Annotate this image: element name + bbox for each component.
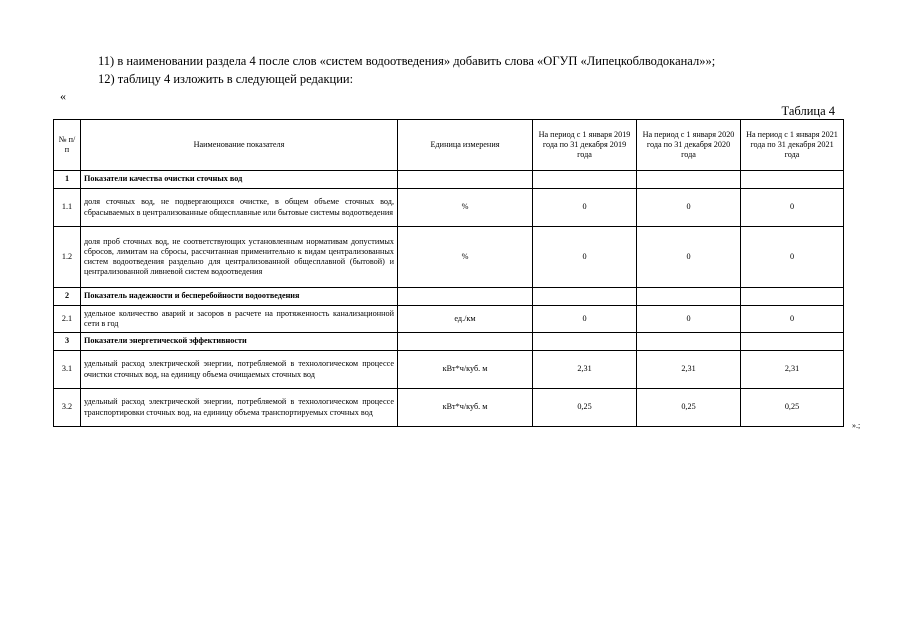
row-value-2019 bbox=[533, 171, 637, 189]
row-num: 2 bbox=[54, 288, 81, 306]
table-row bbox=[54, 189, 844, 227]
row-value-2019: 2,31 bbox=[533, 351, 637, 389]
row-num: 3.2 bbox=[54, 389, 81, 427]
row-num: 3.1 bbox=[54, 351, 81, 389]
amendment-item-11: 11) в наименовании раздела 4 после слов «систем водоотведения» добавить слова «ОГУП «Липецкоблводоканал»»; bbox=[98, 54, 716, 68]
opening-quote: « bbox=[60, 89, 66, 103]
header-period-2019: На период с 1 января 2019 года по 31 декабря 2019 года bbox=[533, 120, 637, 171]
row-value-2021 bbox=[741, 333, 844, 351]
row-num: 3 bbox=[54, 333, 81, 351]
table-row bbox=[54, 389, 844, 427]
table-row bbox=[54, 227, 844, 288]
row-num: 1 bbox=[54, 171, 81, 189]
row-value-2021: 2,31 bbox=[741, 351, 844, 389]
row-name: Показатели энергетической эффективности bbox=[81, 333, 398, 351]
row-value-2021: 0,25 bbox=[741, 389, 844, 427]
row-value-2020: 0 bbox=[637, 189, 741, 227]
row-value-2019: 0 bbox=[533, 227, 637, 288]
row-num: 1.1 bbox=[54, 189, 81, 227]
row-value-2020: 0 bbox=[637, 227, 741, 288]
table-row bbox=[54, 306, 844, 333]
row-value-2021: 0 bbox=[741, 306, 844, 333]
indicators-table bbox=[53, 119, 844, 427]
row-value-2019: 0,25 bbox=[533, 389, 637, 427]
row-value-2019: 0 bbox=[533, 189, 637, 227]
row-value-2021 bbox=[741, 171, 844, 189]
row-value-2020: 0,25 bbox=[637, 389, 741, 427]
row-name: доля проб сточных вод, не соответствующих установленным нормативам допустимых сбросов, лимитам на сбросы, рассчитанная применительно к видам централизованных систем водоотведения раздельно для централизованной общесплавной (бытовой) и централизованной ливневой систем водоотведения bbox=[81, 227, 398, 288]
row-name: Показатель надежности и бесперебойности водоотведения bbox=[81, 288, 398, 306]
row-unit: % bbox=[398, 227, 533, 288]
row-unit: кВт*ч/куб. м bbox=[398, 389, 533, 427]
row-value-2019 bbox=[533, 288, 637, 306]
row-name: удельный расход электрической энергии, потребляемой в технологическом процессе очистки сточных вод, на единицу объема очищаемых сточных вод bbox=[81, 351, 398, 389]
row-value-2019: 0 bbox=[533, 306, 637, 333]
header-num: № п/п bbox=[54, 120, 81, 171]
table-row bbox=[54, 171, 844, 189]
row-name: удельное количество аварий и засоров в расчете на протяженность канализационной сети в год bbox=[81, 306, 398, 333]
row-value-2020 bbox=[637, 171, 741, 189]
table-header-row bbox=[54, 120, 844, 171]
row-num: 2.1 bbox=[54, 306, 81, 333]
row-num: 1.2 bbox=[54, 227, 81, 288]
row-name: доля сточных вод, не подвергающихся очистке, в общем объеме сточных вод, сбрасываемых в централизованные общесплавные или бытовые системы водоотведения bbox=[81, 189, 398, 227]
row-value-2020 bbox=[637, 288, 741, 306]
row-unit bbox=[398, 333, 533, 351]
row-name: Показатели качества очистки сточных вод bbox=[81, 171, 398, 189]
row-unit: кВт*ч/куб. м bbox=[398, 351, 533, 389]
row-value-2021: 0 bbox=[741, 227, 844, 288]
header-period-2021: На период с 1 января 2021 года по 31 декабря 2021 года bbox=[741, 120, 844, 171]
row-unit: ед./км bbox=[398, 306, 533, 333]
row-unit bbox=[398, 288, 533, 306]
amendment-item-12: 12) таблицу 4 изложить в следующей редакции: bbox=[98, 72, 354, 86]
row-name: удельный расход электрической энергии, потребляемой в технологическом процессе транспортировки сточных вод, на единицу объема транспортируемых сточных вод bbox=[81, 389, 398, 427]
row-value-2021: 0 bbox=[741, 189, 844, 227]
row-value-2020: 0 bbox=[637, 306, 741, 333]
row-value-2020: 2,31 bbox=[637, 351, 741, 389]
header-period-2020: На период с 1 января 2020 года по 31 декабря 2020 года bbox=[637, 120, 741, 171]
row-value-2020 bbox=[637, 333, 741, 351]
closing-quote: ».; bbox=[852, 421, 861, 430]
row-value-2021 bbox=[741, 288, 844, 306]
table-row bbox=[54, 333, 844, 351]
row-unit bbox=[398, 171, 533, 189]
header-name: Наименование показателя bbox=[81, 120, 398, 171]
table-row bbox=[54, 351, 844, 389]
header-unit: Единица измерения bbox=[398, 120, 533, 171]
row-unit: % bbox=[398, 189, 533, 227]
row-value-2019 bbox=[533, 333, 637, 351]
table-row bbox=[54, 288, 844, 306]
table-caption: Таблица 4 bbox=[781, 104, 835, 118]
